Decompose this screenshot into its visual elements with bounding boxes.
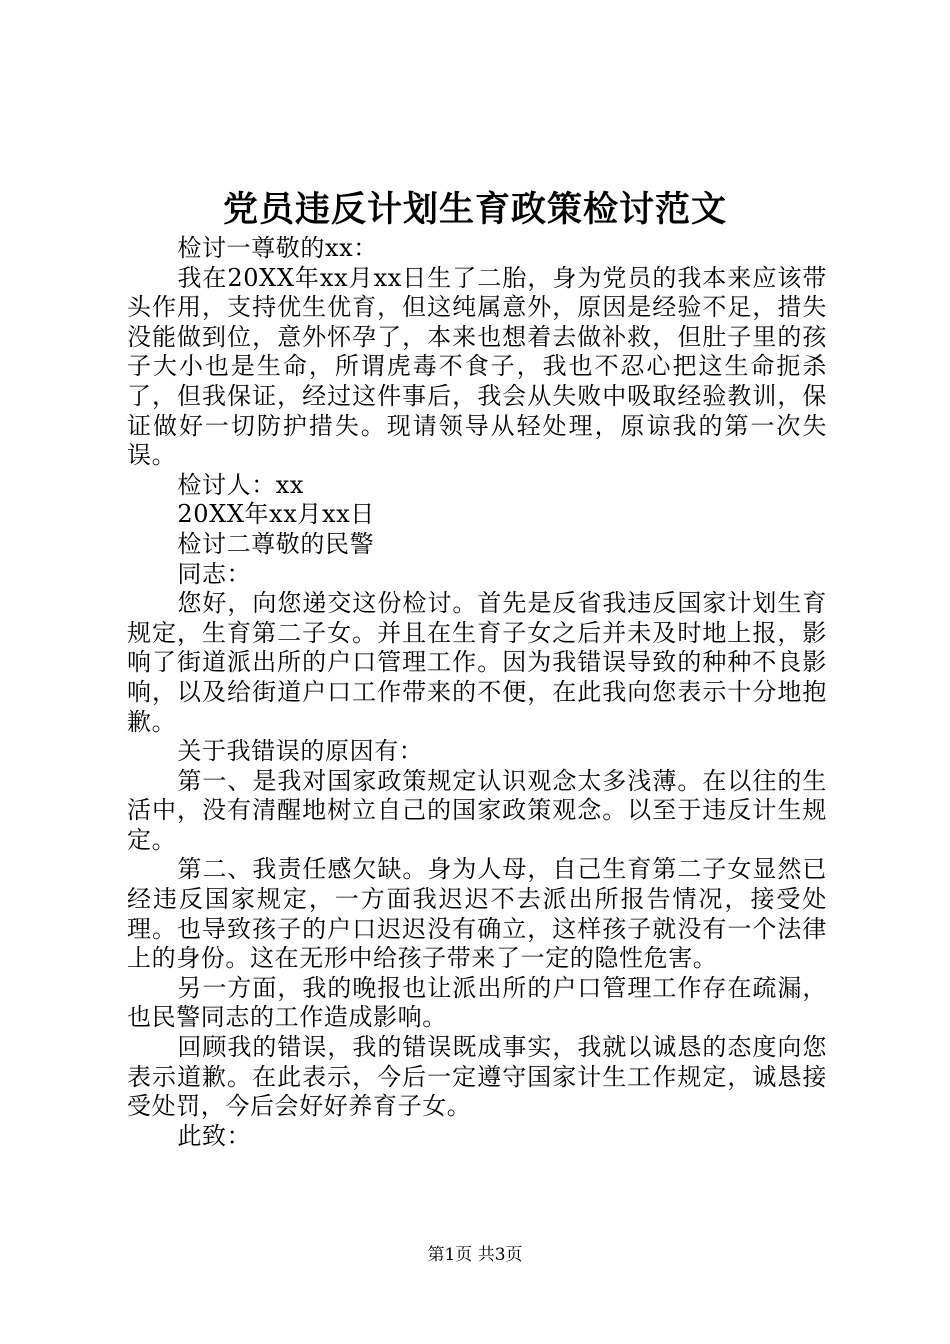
paragraph: 第二、我责任感欠缺。身为人母，自己生育第二子女显然已经违反国家规定，一方面我迟迟不去派出所报告情况，接受处理。也导致孩子的户口迟迟没有确立，这样孩子就没有一个法律上的身份。这在无形中给孩子带来了一定的隐性危害。 [127, 855, 827, 973]
paragraph: 关于我错误的原因有： [177, 737, 424, 766]
paragraph: 第一、是我对国家政策规定认识观念太多浅薄。在以往的生活中，没有清醒地树立自己的国家政策观念。以至于违反计生规定。 [127, 766, 827, 854]
paragraph: 此致： [177, 1121, 252, 1150]
paragraph: 同志： [177, 559, 252, 588]
paragraph: 另一方面，我的晚报也让派出所的户口管理工作存在疏漏，也民警同志的工作造成影响。 [127, 973, 827, 1032]
paragraph: 检讨二尊敬的民警 [177, 529, 375, 558]
paragraph: 我在20XX年xx月xx日生了二胎，身为党员的我本来应该带头作用，支持优生优育，但这纯属意外，原因是经验不足，措失没能做到位，意外怀孕了，本来也想着去做补救，但肚子里的孩子大小也是生命，所谓虎毒不食子，我也不忍心把这生命扼杀了，但我保证，经过这件事后，我会从失败中吸取经验教训，保证做好一切防护措失。现请领导从轻处理，原谅我的第一次失误。 [127, 263, 827, 470]
document-title: 党员违反计划生育政策检讨范文 [222, 189, 727, 230]
paragraph: 检讨人：xx [177, 470, 305, 499]
paragraph: 检讨一尊敬的xx： [177, 234, 378, 262]
paragraph: 回顾我的错误，我的错误既成事实，我就以诚恳的态度向您表示道歉。在此表示，今后一定遵守国家计生工作规定，诚恳接受处罚，今后会好好养育子女。 [127, 1033, 827, 1121]
document-body [127, 234, 827, 1151]
paragraph: 您好，向您递交这份检讨。首先是反省我违反国家计划生育规定，生育第二子女。并且在生育子女之后并未及时地上报，影响了街道派出所的户口管理工作。因为我错误导致的种种不良影响，以及给街道户口工作带来的不便，在此我向您表示十分地抱歉。 [127, 589, 827, 736]
paragraph: 20XX年xx月xx日 [177, 500, 375, 529]
page-number-footer: 第1页 共3页 [427, 1245, 523, 1265]
